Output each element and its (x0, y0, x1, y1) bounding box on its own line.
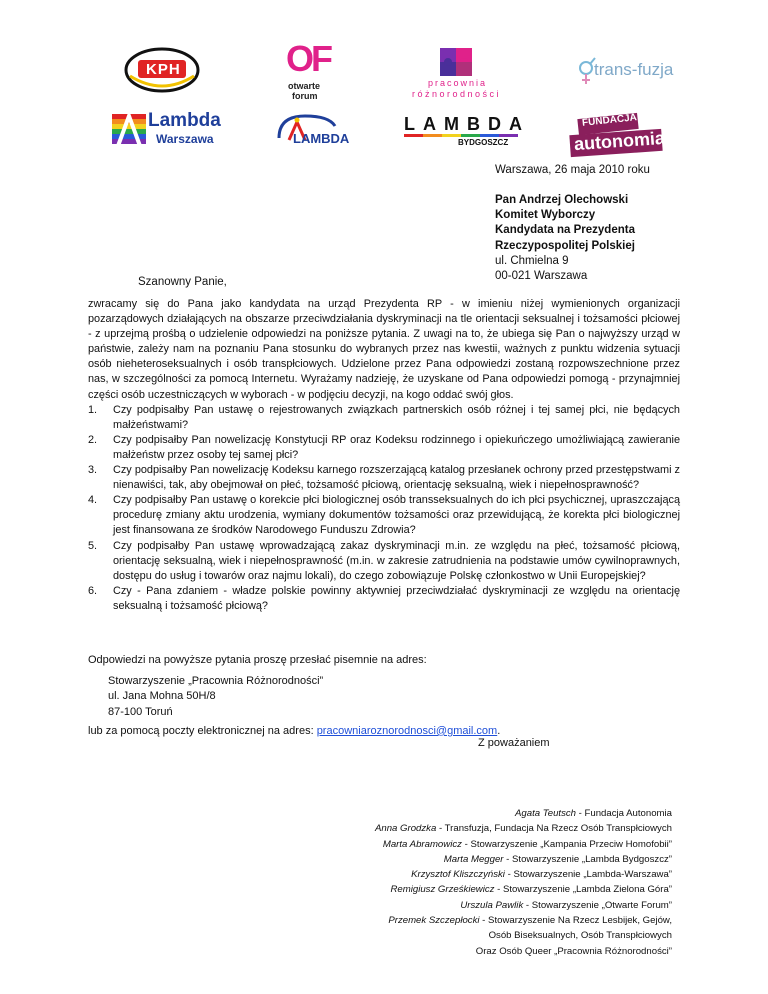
pracownia-logo (412, 44, 502, 100)
question-number: 3. (88, 464, 98, 477)
recipient-address (495, 193, 635, 284)
lambda-warszawa-logo (112, 110, 221, 148)
signatory-org: - Transfuzja, Fundacja Na Rzecz Osób Transpłciowych (436, 823, 672, 835)
reply-intro: Odpowiedzi na powyższe pytania proszę przesłać pisemnie na adres: (88, 654, 427, 666)
signatory-name: Urszula Pawlik (460, 899, 524, 911)
kph-logo (124, 46, 200, 94)
signature-line (252, 837, 672, 852)
question-item (88, 433, 680, 463)
question-text: Czy podpisałby Pan ustawę wprowadzającą zakaz dyskryminacji m.in. ze względu na płeć, tożsamość płciową, orientację seksualną, wiek i niepełnosprawność (m.in. w zakresie zatrudnienia na podstawie umów cywilnoprawnych, dostępu do usług i towarów oraz najmu lokali), do czego zobowiązuje Polskę członkostwo w Unii Europejskiej? (113, 539, 680, 582)
fundacja-autonomia-line2: autonomia (573, 127, 666, 155)
signatory-name: Remigiusz Grześkiewicz (390, 884, 495, 896)
recipient-line: Komitet Wyborczy (495, 209, 596, 222)
question-text: Czy podpisałby Pan nowelizację Kodeksu karnego rozszerzającą katalog przesłanek ochrony przed przestępstwami z nienawiści, tak, aby obejmował on płeć, tożsamość płciową, orientację seksualną, wiek i niepełnosprawność? (113, 464, 680, 492)
question-number: 4. (88, 494, 98, 507)
signature-line (252, 882, 672, 897)
pracownia-line2: różnorodności (412, 89, 502, 99)
signature-line (252, 928, 672, 943)
signatory-org: - Stowarzyszenie „Kampania Przeciw Homofobii” (461, 838, 672, 850)
signatory-name: Przemek Szczepłocki (388, 915, 480, 927)
otwarte-forum-line1: otwarte (288, 81, 321, 91)
recipient-line: Kandydata na Prezydenta (495, 224, 635, 237)
fundacja-autonomia-logo (564, 110, 664, 154)
signatures-list (252, 806, 672, 959)
signatory-org: - Stowarzyszenie „Lambda Bydgoszcz” (503, 853, 672, 865)
question-number: 5. (88, 539, 98, 552)
signature-line (252, 806, 672, 821)
lambda-bydgoszcz-line1: LAMBDA (404, 114, 530, 134)
signature-line (252, 821, 672, 836)
reply-email-prefix: lub za pomocą poczty elektronicznej na adres: (88, 724, 317, 737)
lambda-bydgoszcz-line2: BYDGOSZCZ (458, 138, 509, 147)
lambda-zielona-gora-text: LAMBDA (293, 131, 350, 146)
signature-line (252, 913, 672, 928)
question-number: 6. (88, 584, 98, 597)
kph-logo-text: KPH (146, 61, 181, 78)
reply-email-line (88, 724, 680, 739)
signatory-org: Oraz Osób Queer „Pracownia Różnorodności” (475, 945, 672, 957)
signature-line (252, 867, 672, 882)
question-number: 2. (88, 433, 98, 446)
signatory-org: - Fundacja Autonomia (576, 808, 672, 819)
salutation: Szanowny Panie, (138, 276, 227, 288)
reply-address-line: Stowarzyszenie „Pracownia Różnorodności” (108, 675, 324, 688)
rainbow-stripe (404, 134, 518, 137)
signatory-org: Osób Biseksualnych, Osób Transpłciowych (488, 930, 672, 942)
question-item (88, 539, 680, 584)
signatory-name: Krzysztof Kliszczyński (411, 869, 505, 881)
letter-body (88, 297, 680, 614)
logo-header (0, 0, 768, 160)
otwarte-forum-line2: forum (292, 91, 318, 101)
signatory-name: Marta Abramowicz (382, 838, 462, 850)
transgender-symbol-icon (576, 56, 596, 86)
question-item (88, 463, 680, 493)
question-number: 1. (88, 403, 98, 416)
recipient-line: Rzeczypospolitej Polskiej (495, 239, 635, 252)
reply-email-suffix: . (497, 724, 501, 737)
signatory-org: - Stowarzyszenie „Otwarte Forum” (523, 899, 672, 911)
lambda-warszawa-line1: Lambda (148, 110, 221, 131)
lambda-zielona-gora-logo (275, 112, 350, 150)
trans-fuzja-text: trans-fuzja (594, 60, 674, 79)
question-text: Czy podpisałby Pan ustawę o korekcie płci biologicznej osób transseksualnych do ich płci psychicznej, upraszczającą procedurę zmiany aktu urodzenia, wymiany dokumentów tożsamości oraz przewidującą, że korekta płci biologicznej jest finansowana ze środków Narodowego Funduszu Zdrowia? (113, 494, 680, 537)
email-link[interactable]: pracowniaroznorodnosci@gmail.com (316, 724, 498, 737)
signature-line (252, 852, 672, 867)
question-text: Czy podpisałby Pan nowelizację Konstytucji RP oraz Kodeksu rodzinnego i opiekuńczego umożliwiającą zawieranie małżeństw przez osoby tej samej płci? (113, 433, 680, 461)
fundacja-autonomia-line1: FUNDACJA (581, 112, 638, 129)
recipient-line: Pan Andrzej Olechowski (495, 194, 629, 206)
reply-address-line: 87-100 Toruń (108, 705, 173, 718)
signature-line (252, 898, 672, 913)
reply-address (88, 674, 680, 720)
questions-list (88, 403, 680, 614)
letter-date: Warszawa, 26 maja 2010 roku (495, 164, 650, 176)
recipient-line: 00-021 Warszawa (495, 270, 588, 283)
pracownia-line1: pracownia (428, 78, 488, 88)
signatory-org: - Stowarzyszenie Na Rzecz Lesbijek, Gejów, (479, 915, 672, 927)
question-item (88, 584, 680, 614)
rainbow-lambda-icon (112, 112, 146, 148)
trans-fuzja-logo (576, 56, 676, 90)
otwarte-forum-mark: OF (286, 38, 330, 79)
closing-regards: Z poważaniem (478, 737, 550, 749)
signatory-org: - Stowarzyszenie „Lambda-Warszawa” (504, 869, 672, 881)
reply-instructions (88, 653, 680, 739)
signatory-name: Marta Megger (443, 853, 504, 865)
puzzle-icon (412, 44, 502, 78)
recipient-line: ul. Chmielna 9 (495, 254, 569, 267)
question-item (88, 493, 680, 538)
reply-address-line: ul. Jana Mohna 50H/8 (108, 690, 216, 703)
question-text: Czy podpisałby Pan ustawę o rejestrowanych związkach partnerskich osób różnej i tej samej płci, nie będących małżeństwami? (113, 403, 680, 431)
lambda-bydgoszcz-logo (404, 114, 530, 148)
signatory-org: - Stowarzyszenie „Lambda Zielona Góra” (494, 884, 672, 896)
signatory-name: Agata Teutsch (515, 808, 576, 819)
question-text: Czy - Pana zdaniem - władze polskie powinny aktywniej przeciwdziałać dyskryminacji ze względu na orientację seksualną i tożsamość płciową? (113, 584, 680, 612)
otwarte-forum-logo (282, 38, 332, 106)
signatory-name: Anna Grodzka (374, 823, 437, 835)
lambda-warszawa-line2: Warszawa (156, 132, 214, 146)
question-item (88, 403, 680, 433)
signature-line (252, 944, 672, 959)
intro-paragraph: zwracamy się do Pana jako kandydata na urząd Prezydenta RP - w imieniu niżej wymienionych organizacji pozarządowych działających na obszarze przeciwdziałania dyskryminacji na tle orientacji seksualnej i tożsamości płciowej - z uprzejmą prośbą o udzielenie odpowiedzi na poniższe pytania. Z uwagi na to, że ubiega się Pan o najwyższy urząd w państwie, zależy nam na poznaniu Pana stosunku do wybranych przez nas kwestii, ważnych z punktu widzenia sytuacji osób nieheteroseksualnych i osób transpłciowych. Udzielone przez Pana odpowiedzi zostaną rozpowszechnione przez nas, w szczególności za pomocą Internetu. Wyrażamy nadzieję, że uzyskane od Pana odpowiedzi pomogą - przynajmniej części osób uczestniczących w wyborach - w podjęciu decyzji, na kogo oddać swój głos. (88, 298, 680, 401)
